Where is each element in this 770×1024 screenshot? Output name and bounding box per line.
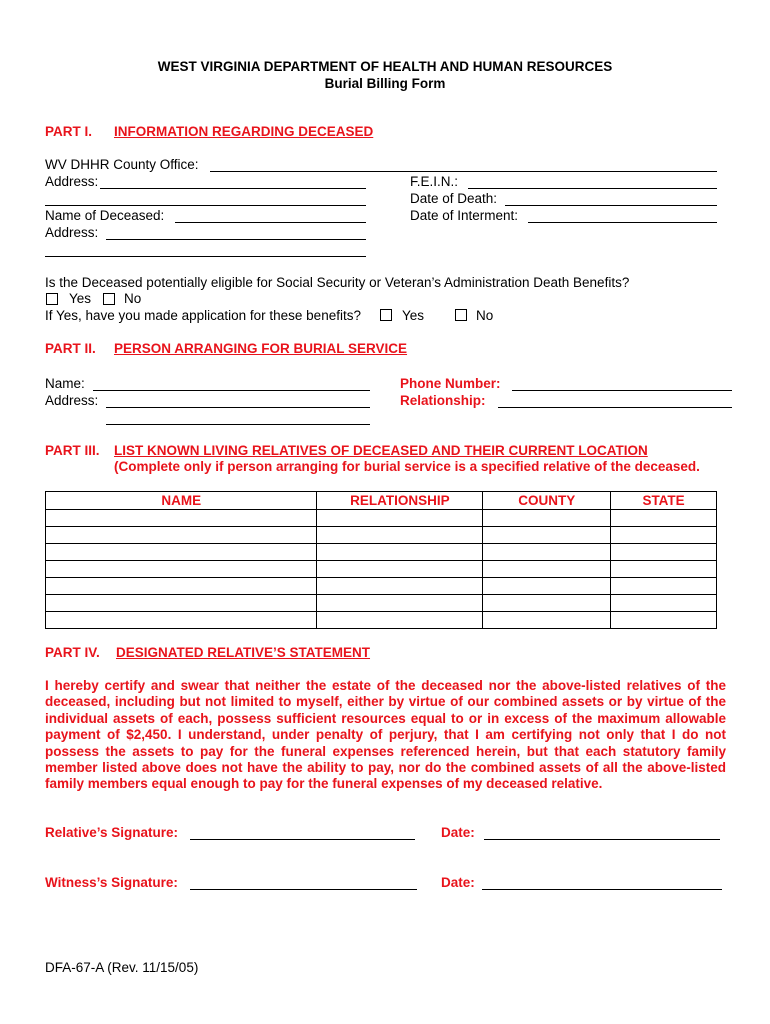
column-state: STATE xyxy=(611,492,717,510)
applied-yes-checkbox[interactable] xyxy=(380,309,392,321)
application-question: If Yes, have you made application for these benefits? xyxy=(45,308,361,323)
column-relationship: RELATIONSHIP xyxy=(317,492,483,510)
address-field[interactable] xyxy=(100,188,366,189)
table-cell[interactable] xyxy=(317,544,483,561)
relative-statement: I hereby certify and swear that neither the estate of the deceased nor the above-listed relatives of the deceased, including but not limited to myself, either by virtue of our combined assets or by virtue of the individual assets of each, possess sufficient resources equal to or in excess of the maximum allowable payment of $2,450. I understand, under penalty of perjury, that I am certifying not only that I do not possess the assets to pay for the funeral expenses referenced herein, but that each statutory family member listed above does not have the ability to pay, nor do the combined assets of all the above-listed family members equal enough to pay for the funeral expenses of my deceased relative. xyxy=(45,678,726,792)
relatives-table xyxy=(45,491,717,629)
applied-no-label: No xyxy=(476,308,494,323)
table-cell[interactable] xyxy=(611,595,717,612)
part4-title: DESIGNATED RELATIVE’S STATEMENT xyxy=(116,645,371,660)
fein-label: F.E.I.N.: xyxy=(410,174,459,189)
table-cell[interactable] xyxy=(46,561,317,578)
eligibility-question: Is the Deceased potentially eligible for Social Security or Veteran’s Administration Death Benefits? xyxy=(45,275,630,290)
county-office-field[interactable] xyxy=(210,171,717,172)
eligible-yes-checkbox[interactable] xyxy=(46,293,58,305)
table-cell[interactable] xyxy=(611,578,717,595)
fein-field[interactable] xyxy=(468,188,717,189)
table-cell[interactable] xyxy=(317,510,483,527)
arranger-name-label: Name: xyxy=(45,376,85,391)
applied-no-checkbox[interactable] xyxy=(455,309,467,321)
eligible-yes-label: Yes xyxy=(69,291,92,306)
arranger-address-field-line2[interactable] xyxy=(106,424,370,425)
arranger-name-field[interactable] xyxy=(93,390,370,391)
table-cell[interactable] xyxy=(483,612,611,629)
table-cell[interactable] xyxy=(611,510,717,527)
table-cell[interactable] xyxy=(46,595,317,612)
address-label: Address: xyxy=(45,174,99,189)
agency-title: WEST VIRGINIA DEPARTMENT OF HEALTH AND HUMAN RESOURCES xyxy=(157,59,613,74)
table-cell[interactable] xyxy=(46,578,317,595)
table-cell[interactable] xyxy=(317,612,483,629)
relationship-label: Relationship: xyxy=(400,393,486,408)
witness-date-label: Date: xyxy=(441,875,475,890)
table-row xyxy=(46,510,717,527)
witness-date-field[interactable] xyxy=(482,889,722,890)
table-cell[interactable] xyxy=(483,578,611,595)
relationship-field[interactable] xyxy=(498,407,732,408)
eligible-no-label: No xyxy=(124,291,142,306)
part2-title: PERSON ARRANGING FOR BURIAL SERVICE xyxy=(114,341,408,356)
date-of-death-label: Date of Death: xyxy=(410,191,498,206)
date-of-interment-label: Date of Interment: xyxy=(410,208,519,223)
table-cell[interactable] xyxy=(46,510,317,527)
table-cell[interactable] xyxy=(483,544,611,561)
date-of-death-field[interactable] xyxy=(505,205,717,206)
part1-title: INFORMATION REGARDING DECEASED xyxy=(114,124,374,139)
phone-number-label: Phone Number: xyxy=(400,376,501,391)
name-of-deceased-field[interactable] xyxy=(175,222,366,223)
county-office-label: WV DHHR County Office: xyxy=(45,157,199,172)
witness-signature-field[interactable] xyxy=(190,889,417,890)
part3-label: PART III. xyxy=(45,443,100,458)
deceased-address-label: Address: xyxy=(45,225,99,240)
table-row xyxy=(46,561,717,578)
applied-yes-label: Yes xyxy=(402,308,425,323)
table-row xyxy=(46,578,717,595)
table-row xyxy=(46,612,717,629)
part3-subtitle: (Complete only if person arranging for burial service is a specified relative of the deceased. xyxy=(114,459,700,474)
table-cell[interactable] xyxy=(46,612,317,629)
table-cell[interactable] xyxy=(611,612,717,629)
table-cell[interactable] xyxy=(317,527,483,544)
table-cell[interactable] xyxy=(46,544,317,561)
column-name: NAME xyxy=(46,492,317,510)
deceased-address-field[interactable] xyxy=(106,239,366,240)
relative-date-field[interactable] xyxy=(484,839,720,840)
relative-signature-label: Relative’s Signature: xyxy=(45,825,179,840)
form-title: Burial Billing Form xyxy=(324,76,446,91)
arranger-address-label: Address: xyxy=(45,393,99,408)
table-row xyxy=(46,595,717,612)
date-of-interment-field[interactable] xyxy=(528,222,717,223)
table-cell[interactable] xyxy=(317,595,483,612)
table-cell[interactable] xyxy=(483,527,611,544)
table-cell[interactable] xyxy=(611,527,717,544)
relative-signature-field[interactable] xyxy=(190,839,415,840)
table-cell[interactable] xyxy=(46,527,317,544)
deceased-address-field-line2[interactable] xyxy=(45,256,366,257)
phone-number-field[interactable] xyxy=(512,390,732,391)
address-field-line2[interactable] xyxy=(45,205,366,206)
table-row xyxy=(46,527,717,544)
arranger-address-field[interactable] xyxy=(106,407,370,408)
part4-label: PART IV. xyxy=(45,645,100,660)
table-cell[interactable] xyxy=(611,561,717,578)
table-cell[interactable] xyxy=(483,595,611,612)
witness-signature-label: Witness’s Signature: xyxy=(45,875,178,890)
name-of-deceased-label: Name of Deceased: xyxy=(45,208,165,223)
column-county: COUNTY xyxy=(483,492,611,510)
table-cell[interactable] xyxy=(483,561,611,578)
table-cell[interactable] xyxy=(483,510,611,527)
form-number: DFA-67-A (Rev. 11/15/05) xyxy=(45,960,199,975)
part2-label: PART II. xyxy=(45,341,96,356)
relatives-table-header xyxy=(46,492,717,510)
table-cell[interactable] xyxy=(317,561,483,578)
part1-label: PART I. xyxy=(45,124,92,139)
table-row xyxy=(46,544,717,561)
relative-date-label: Date: xyxy=(441,825,475,840)
table-cell[interactable] xyxy=(611,544,717,561)
table-cell[interactable] xyxy=(317,578,483,595)
eligible-no-checkbox[interactable] xyxy=(103,293,115,305)
part3-title: LIST KNOWN LIVING RELATIVES OF DECEASED AND THEIR CURRENT LOCATION xyxy=(114,443,648,458)
